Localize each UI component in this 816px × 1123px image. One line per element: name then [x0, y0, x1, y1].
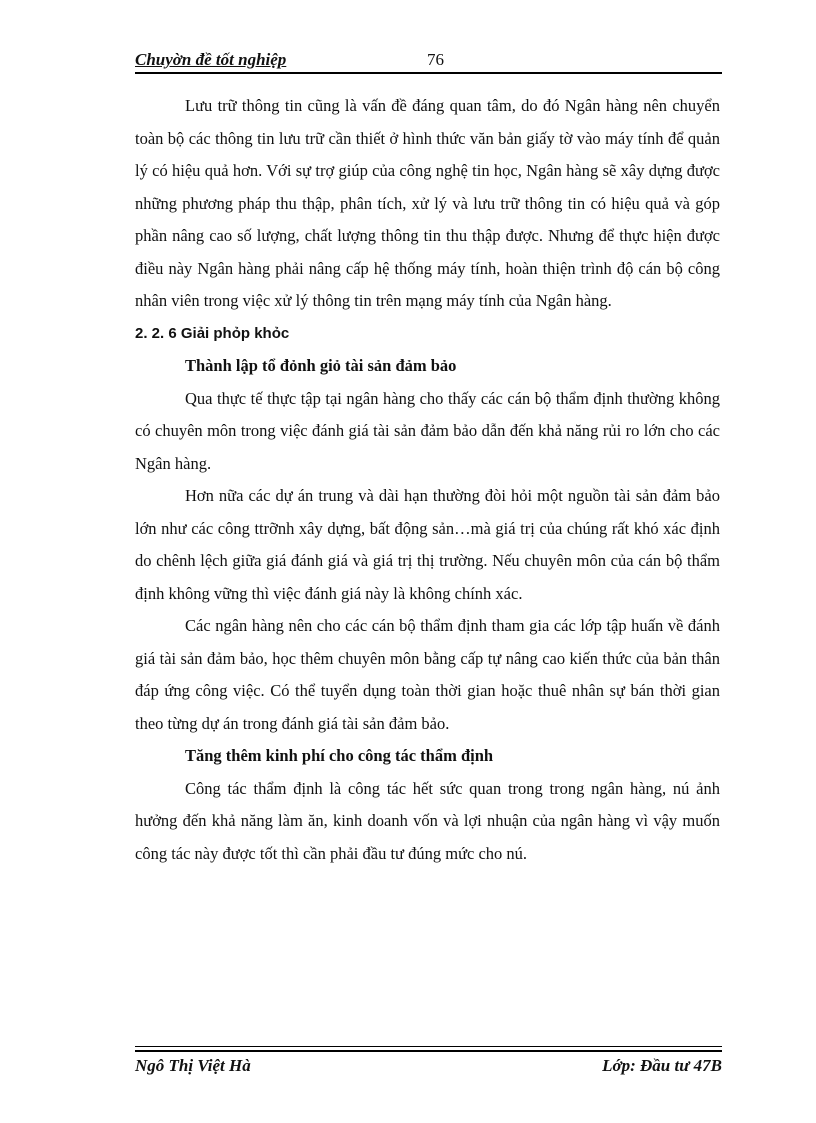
section-heading: 2. 2. 6 Giải phỏp khỏc [135, 324, 290, 342]
subheading-asset-appraisal-team: Thành lập tổ đỏnh giỏ tài sản đảm bảo [185, 356, 457, 375]
paragraph-3: Hơn nữa các dự án trung và dài hạn thường đòi hỏi một nguồn tài sản đảm bảo lớn như các công ttrỡnh xây dựng, bất động sản…mà giá trị của chúng rất khó xác định do chênh lệch giữa giá đánh giá và giá trị thị trường. Nếu chuyên môn của cán bộ thẩm định không vững thì việc đánh giá này là không chính xác. [135, 486, 720, 603]
page-header [135, 48, 722, 74]
subheading-appraisal-budget: Tăng thêm kinh phí cho công tác thẩm định [185, 746, 494, 765]
paragraph-5: Công tác thẩm định là công tác hết sức quan trong trong ngân hàng, nú ảnh hưởng đến khả năng làm ăn, kinh doanh vốn và lợi nhuận của ngân hàng vì vậy muốn công tác này được tốt thì cần phải đầu tư đúng mức cho nú. [135, 778, 720, 863]
paragraph-4: Các ngân hàng nên cho các cán bộ thẩm định tham gia các lớp tập huấn về đánh giá tài sản đảm bảo, học thêm chuyên môn bằng cấp tự nâng cao kiến thức của bản thân đáp ứng công việc. Có thể tuyển dụng toàn thời gian hoặc thuê nhân sự bán thời gian theo từng dự án trong đánh giá tài sản đảm bảo. [135, 616, 720, 733]
paragraph-2: Qua thực tế thực tập tại ngân hàng cho thấy các cán bộ thẩm định thường không có chuyên môn trong việc đánh giá tài sản đảm bảo dẫn đến khả năng rủi ro lớn cho các Ngân hàng. [135, 388, 720, 473]
footer-divider-thick [135, 1050, 722, 1052]
document-body [135, 90, 720, 870]
paragraph-1: Lưu trữ thông tin cũng là vấn đề đáng quan tâm, do đó Ngân hàng nên chuyển toàn bộ các thông tin lưu trữ cần thiết ở hình thức văn bản giấy tờ vào máy tính để quản lý có hiệu quả hơn. Với sự trợ giúp của công nghệ tin học, Ngân hàng sẽ xây dựng được những phương pháp thu thập, phân tích, xử lý và lưu trữ thông tin có hiệu quả và góp phần nâng cao số lượng, chất lượng thông tin thu thập được. Nhưng để thực hiện được điều này Ngân hàng phải nâng cấp hệ thống máy tính, hoàn thiện trình độ cán bộ công nhân viên trong việc xử lý thông tin trên mạng máy tính của Ngân hàng. [135, 96, 720, 310]
class-name: Lớp: Đầu tư 47B [602, 1056, 722, 1075]
page-number: 76 [427, 50, 444, 69]
author-name: Ngô Thị Việt Hà [135, 1056, 251, 1075]
page-footer [135, 1046, 722, 1080]
document-title: Chuyờn đề tốt nghiệp [135, 50, 287, 69]
footer-divider-thin [135, 1046, 722, 1047]
header-divider [135, 72, 722, 74]
